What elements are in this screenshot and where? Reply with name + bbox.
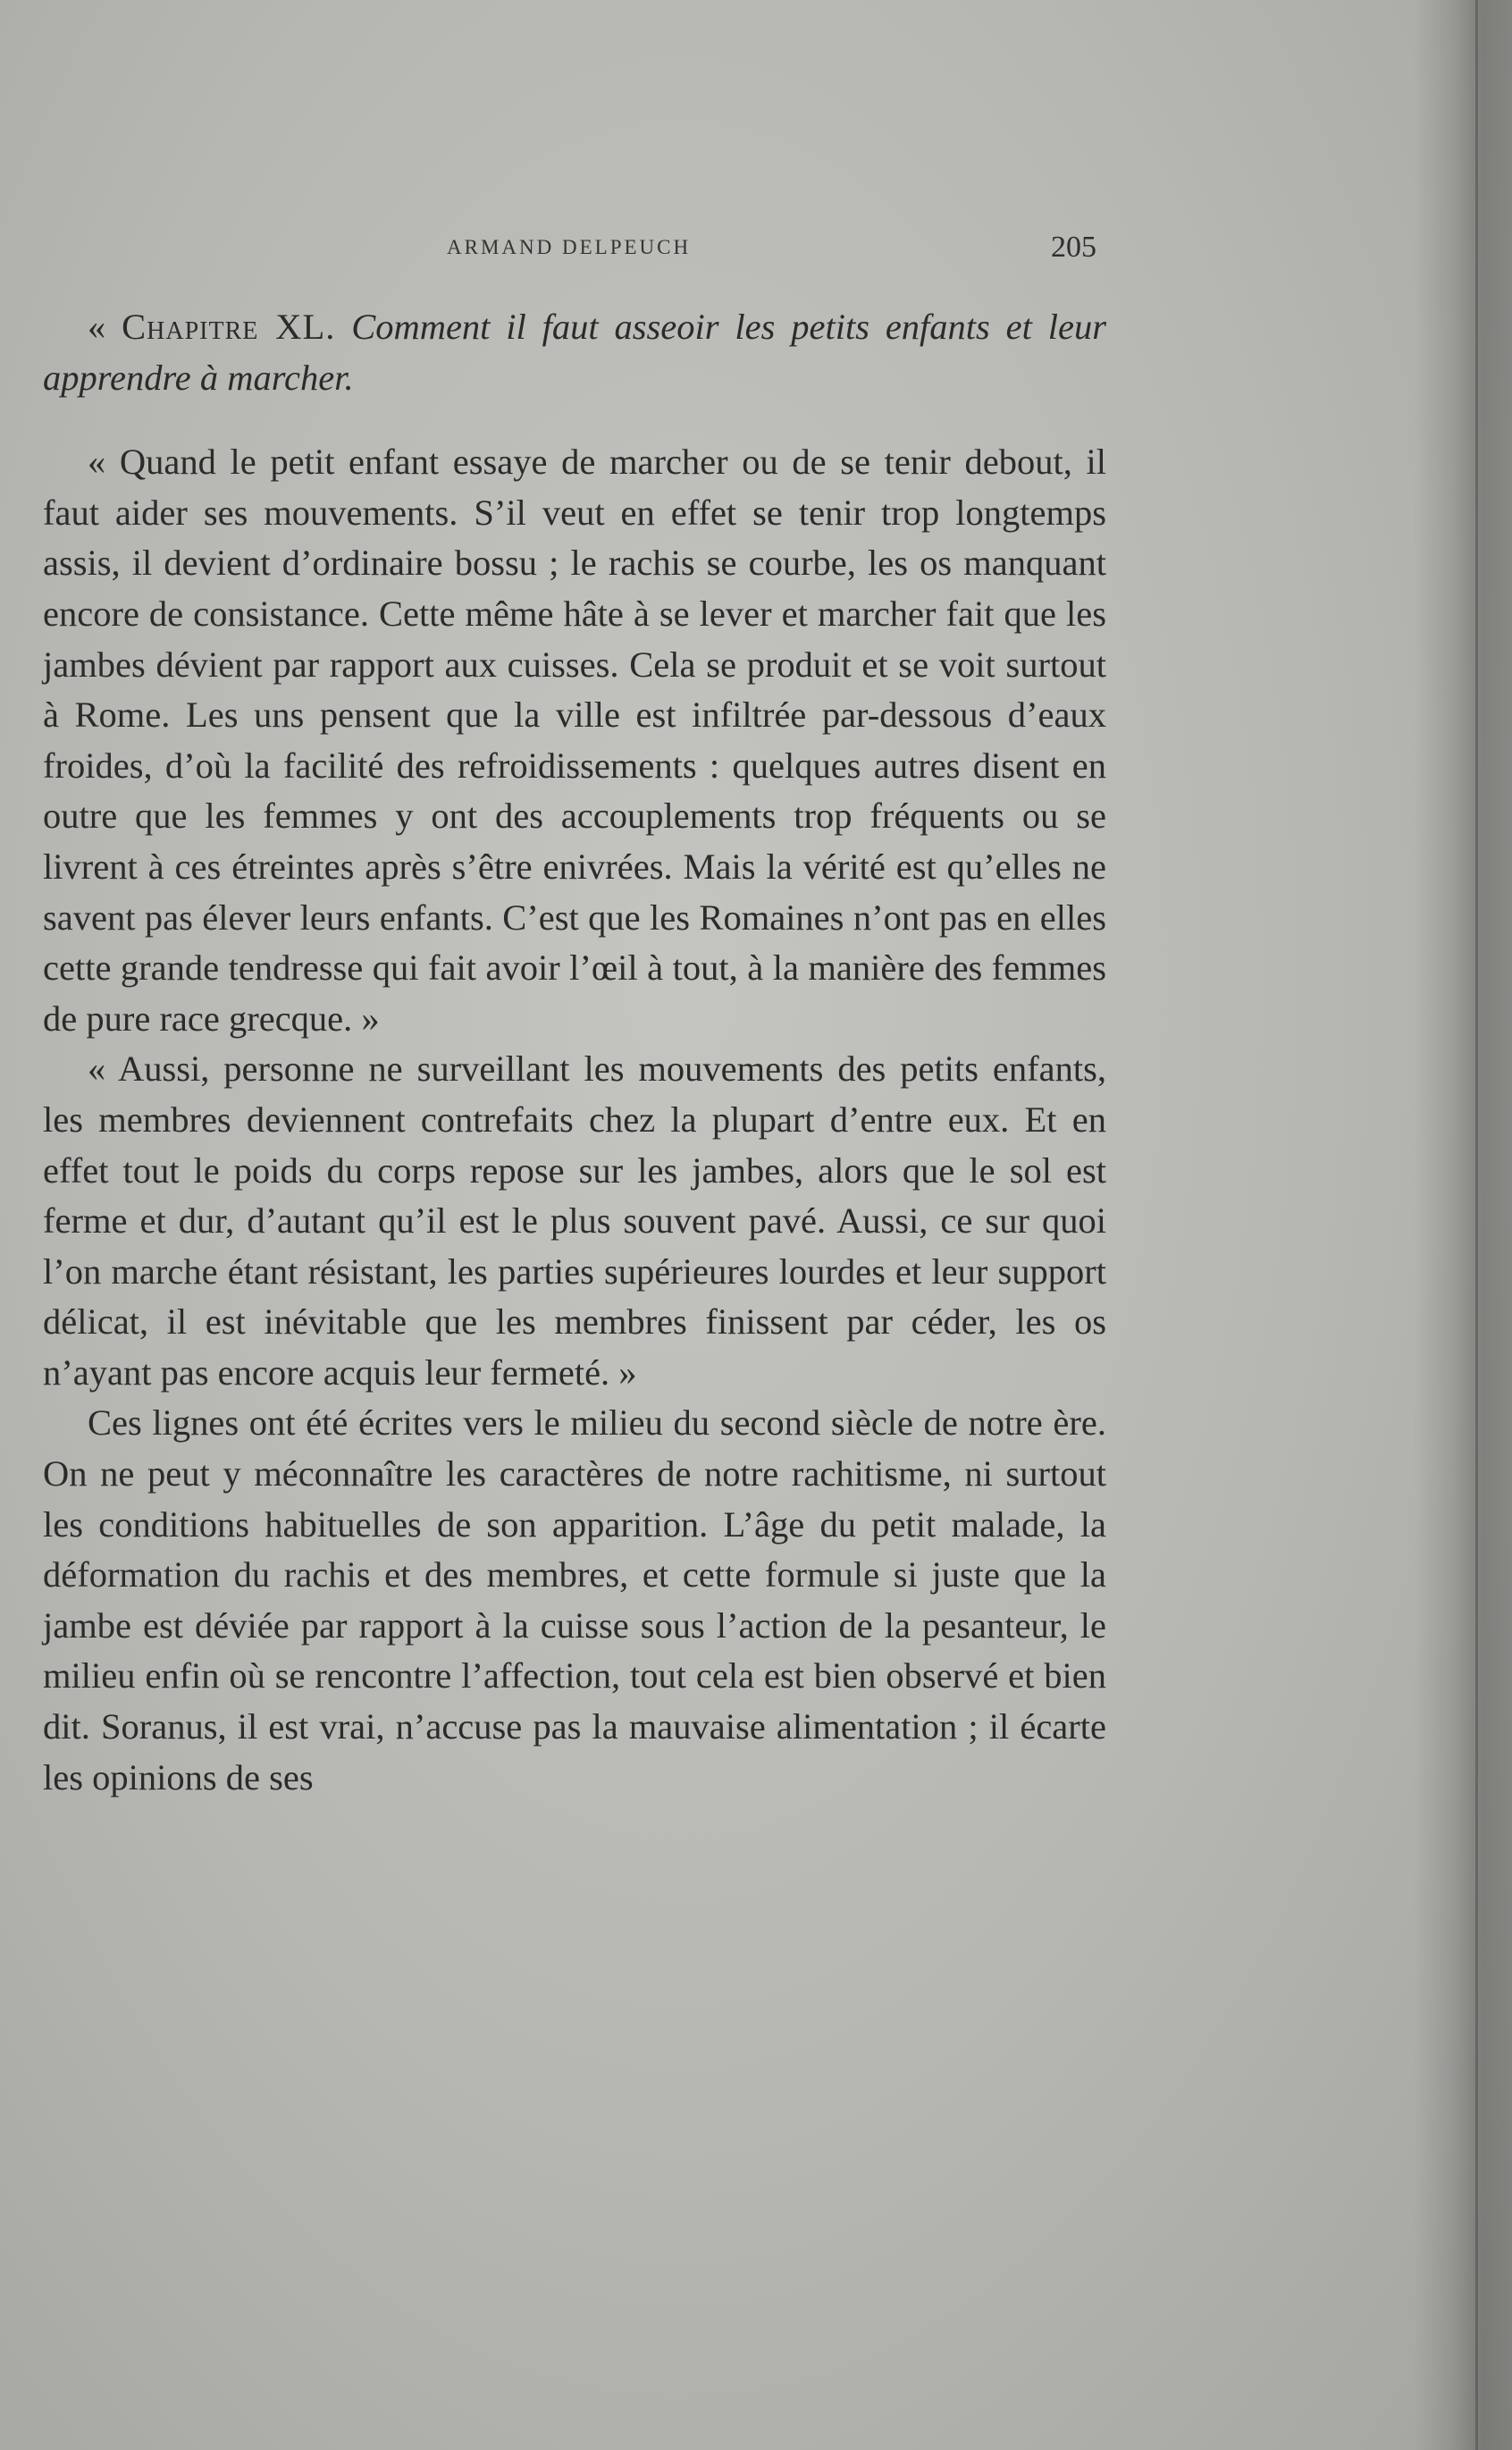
page-edge: [1475, 0, 1478, 2450]
paragraph-3: Ces lignes ont été écrites vers le milieu du second siècle de notre ère. On ne peut y méconnaître les caractères de notre rachitisme, ni surtout les conditions habituelles de son apparition. L’âge du petit malade, la déformation du rachis et des membres, et cette formule si juste que la jambe est déviée par rapport à la cuisse sous l’action de la pesanteur, le milieu enfin où se rencontre l’affection, tout cela est bien observé et bien dit. Soranus, il est vrai, n’accuse pas la mauvaise alimentation ; il écarte les opinions de ses: [43, 1402, 1106, 1798]
body-text: [43, 302, 1106, 1803]
page-gutter-shadow: [1414, 0, 1512, 2450]
paragraph-1: « Quand le petit enfant essaye de marcher ou de se tenir debout, il faut aider ses mouvements. S’il veut en effet se tenir trop longtemps assis, il devient d’ordinaire bossu ; le rachis se courbe, les os manquant encore de consistance. Cette même hâte à se lever et marcher fait que les jambes dévient par rapport aux cuisses. Cela se produit et se voit surtout à Rome. Les uns pensent que la ville est infiltrée par-dessous d’eaux froides, d’où la facilité des refroidissements : quelques autres disent en outre que les femmes y ont des accouplements trop fréquents ou se livrent à ces étreintes après s’être enivrées. Mais la vérité est qu’elles ne savent pas élever leurs enfants. C’est que les Romaines n’ont pas en elles cette grande tendresse qui fait avoir l’œil à tout, à la manière des femmes de pure race grecque. »: [43, 442, 1106, 1039]
page-number: 205: [1051, 231, 1096, 264]
open-quote: «: [88, 307, 122, 347]
chapter-heading: [43, 302, 1106, 403]
chapter-label: Chapitre XL.: [122, 307, 336, 347]
running-title: ARMAND DELPEUCH: [447, 236, 692, 258]
running-head: [0, 231, 1512, 266]
paragraph-2: « Aussi, personne ne surveillant les mouvements des petits enfants, les membres deviennent contrefaits chez la plupart d’entre eux. Et en effet tout le poids du corps repose sur les jambes, alors que le sol est ferme et dur, d’autant qu’il est le plus souvent pavé. Aussi, ce sur quoi l’on marche étant résistant, les parties supérieures lourdes et leur support délicat, il est inévitable que les membres finissent par céder, les os n’ayant pas encore acquis leur fermeté. »: [43, 1048, 1106, 1393]
chapter-title: Comment il faut asseoir les petits enfants et leur apprendre à marcher.: [43, 307, 1106, 398]
